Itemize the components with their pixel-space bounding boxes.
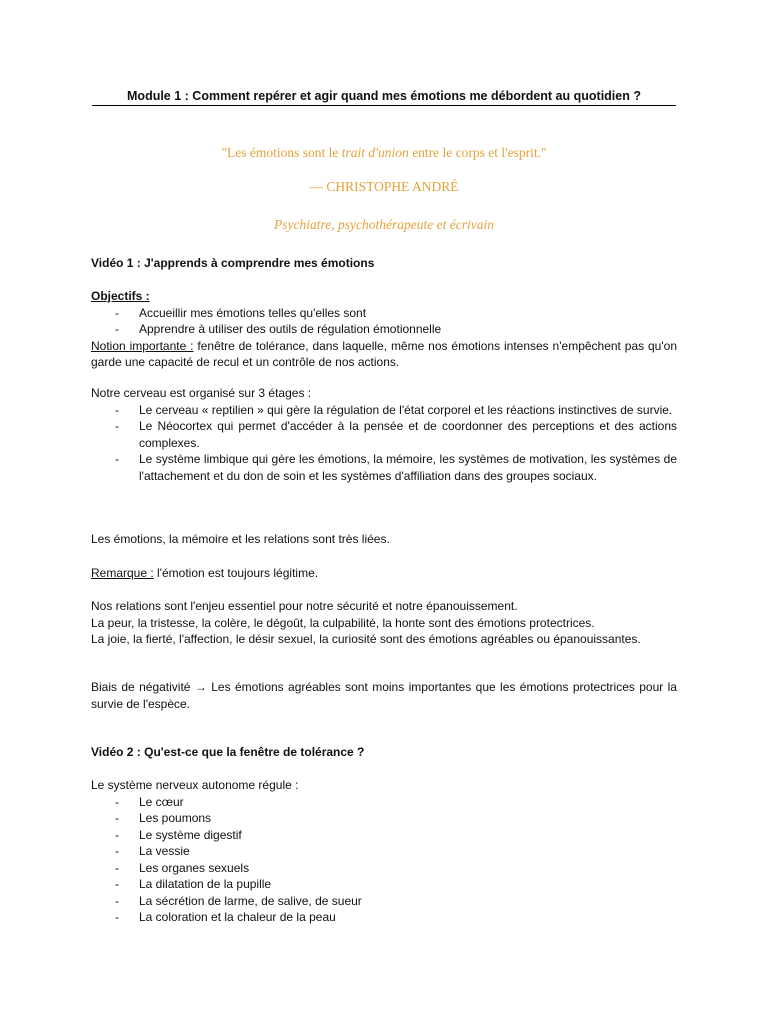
relations-paragraph: Nos relations sont l'enjeu essentiel pour notre sécurité et notre épanouissement. [91,599,518,613]
sna-list [91,794,677,926]
notion-label: Notion importante : [91,338,194,353]
agreables-paragraph: La joie, la fierté, l'affection, le désir sexuel, la curiosité sont des émotions agréables ou épanouissantes. [91,632,641,646]
list-item: - Apprendre à utiliser des outils de régulation émotionnelle [91,321,677,338]
remarque-label: Remarque : [91,566,154,580]
cerveau-section [91,385,677,484]
quote-text-italic: trait d'union [341,145,409,160]
biais-paragraph [91,679,677,712]
list-item: - Le Néocortex qui permet d'accéder à la pensée et de coordonner des perceptions et des actions complexes. [91,418,677,451]
remarque-text: l'émotion est toujours légitime. [153,566,319,580]
list-item: - La dilatation de la pupille [91,876,677,893]
notion-paragraph [91,338,677,371]
list-item: - La vessie [91,843,677,860]
quote-text [92,145,676,161]
sna-section [91,777,677,926]
list-item: - La sécrétion de larme, de salive, de sueur [91,893,677,910]
list-item: - Les organes sexuels [91,860,677,877]
quote-author-role: Psychiatre, psychothérapeute et écrivain [274,217,494,232]
biais-label: Biais de négativité [91,680,191,694]
emotions-section [91,598,677,648]
protectrices-paragraph: La peur, la tristesse, la colère, le dégoût, la culpabilité, la honte sont des émotions protectrices. [91,615,595,630]
biais-text: Les émotions agréables sont moins importantes que les émotions protectrices pour la survie de l'espèce. [91,680,677,711]
list-item: - Le système digestif [91,827,677,844]
objectifs-section [91,288,677,371]
list-item: - La coloration et la chaleur de la peau [91,909,677,926]
remarque-paragraph [91,565,677,582]
list-item: - Le cœur [91,794,677,811]
liees-paragraph: Les émotions, la mémoire et les relations sont très liées. [91,532,390,546]
video2-heading: Vidéo 2 : Qu'est-ce que la fenêtre de tolérance ? [91,745,365,759]
notion-text: fenêtre de tolérance, dans laquelle, même nos émotions intenses n'empêchent pas qu'on garde une capacité de recul et un contrôle de nos actions. [91,338,677,369]
list-item: - Le système limbique qui gère les émotions, la mémoire, les systèmes de motivation, les systèmes de l'attachement et du don de soin et les systèmes d'affiliation dans des groupes sociaux. [91,451,677,484]
quote-author: — CHRISTOPHE ANDRÉ [309,179,459,194]
quote-text-after: entre le corps et l'esprit." [408,145,547,160]
objectifs-list [91,305,677,338]
list-item: - Les poumons [91,810,677,827]
arrow-right-icon: → [194,680,207,694]
list-item: - Le cerveau « reptilien » qui gère la régulation de l'état corporel et les réactions instinctives de survie. [91,402,677,419]
list-item: - Accueillir mes émotions telles qu'elles sont [91,305,677,322]
cerveau-list [91,402,677,485]
objectifs-label: Objectifs : [91,289,150,303]
module-title: Module 1 : Comment repérer et agir quand mes émotions me débordent au quotidien ? [92,89,676,106]
quote-text-before: "Les émotions sont le [221,145,342,160]
cerveau-intro: Notre cerveau est organisé sur 3 étages : [91,386,312,400]
video1-heading: Vidéo 1 : J'apprends à comprendre mes émotions [91,256,375,270]
sna-intro: Le système nerveux autonome régule : [91,778,299,792]
